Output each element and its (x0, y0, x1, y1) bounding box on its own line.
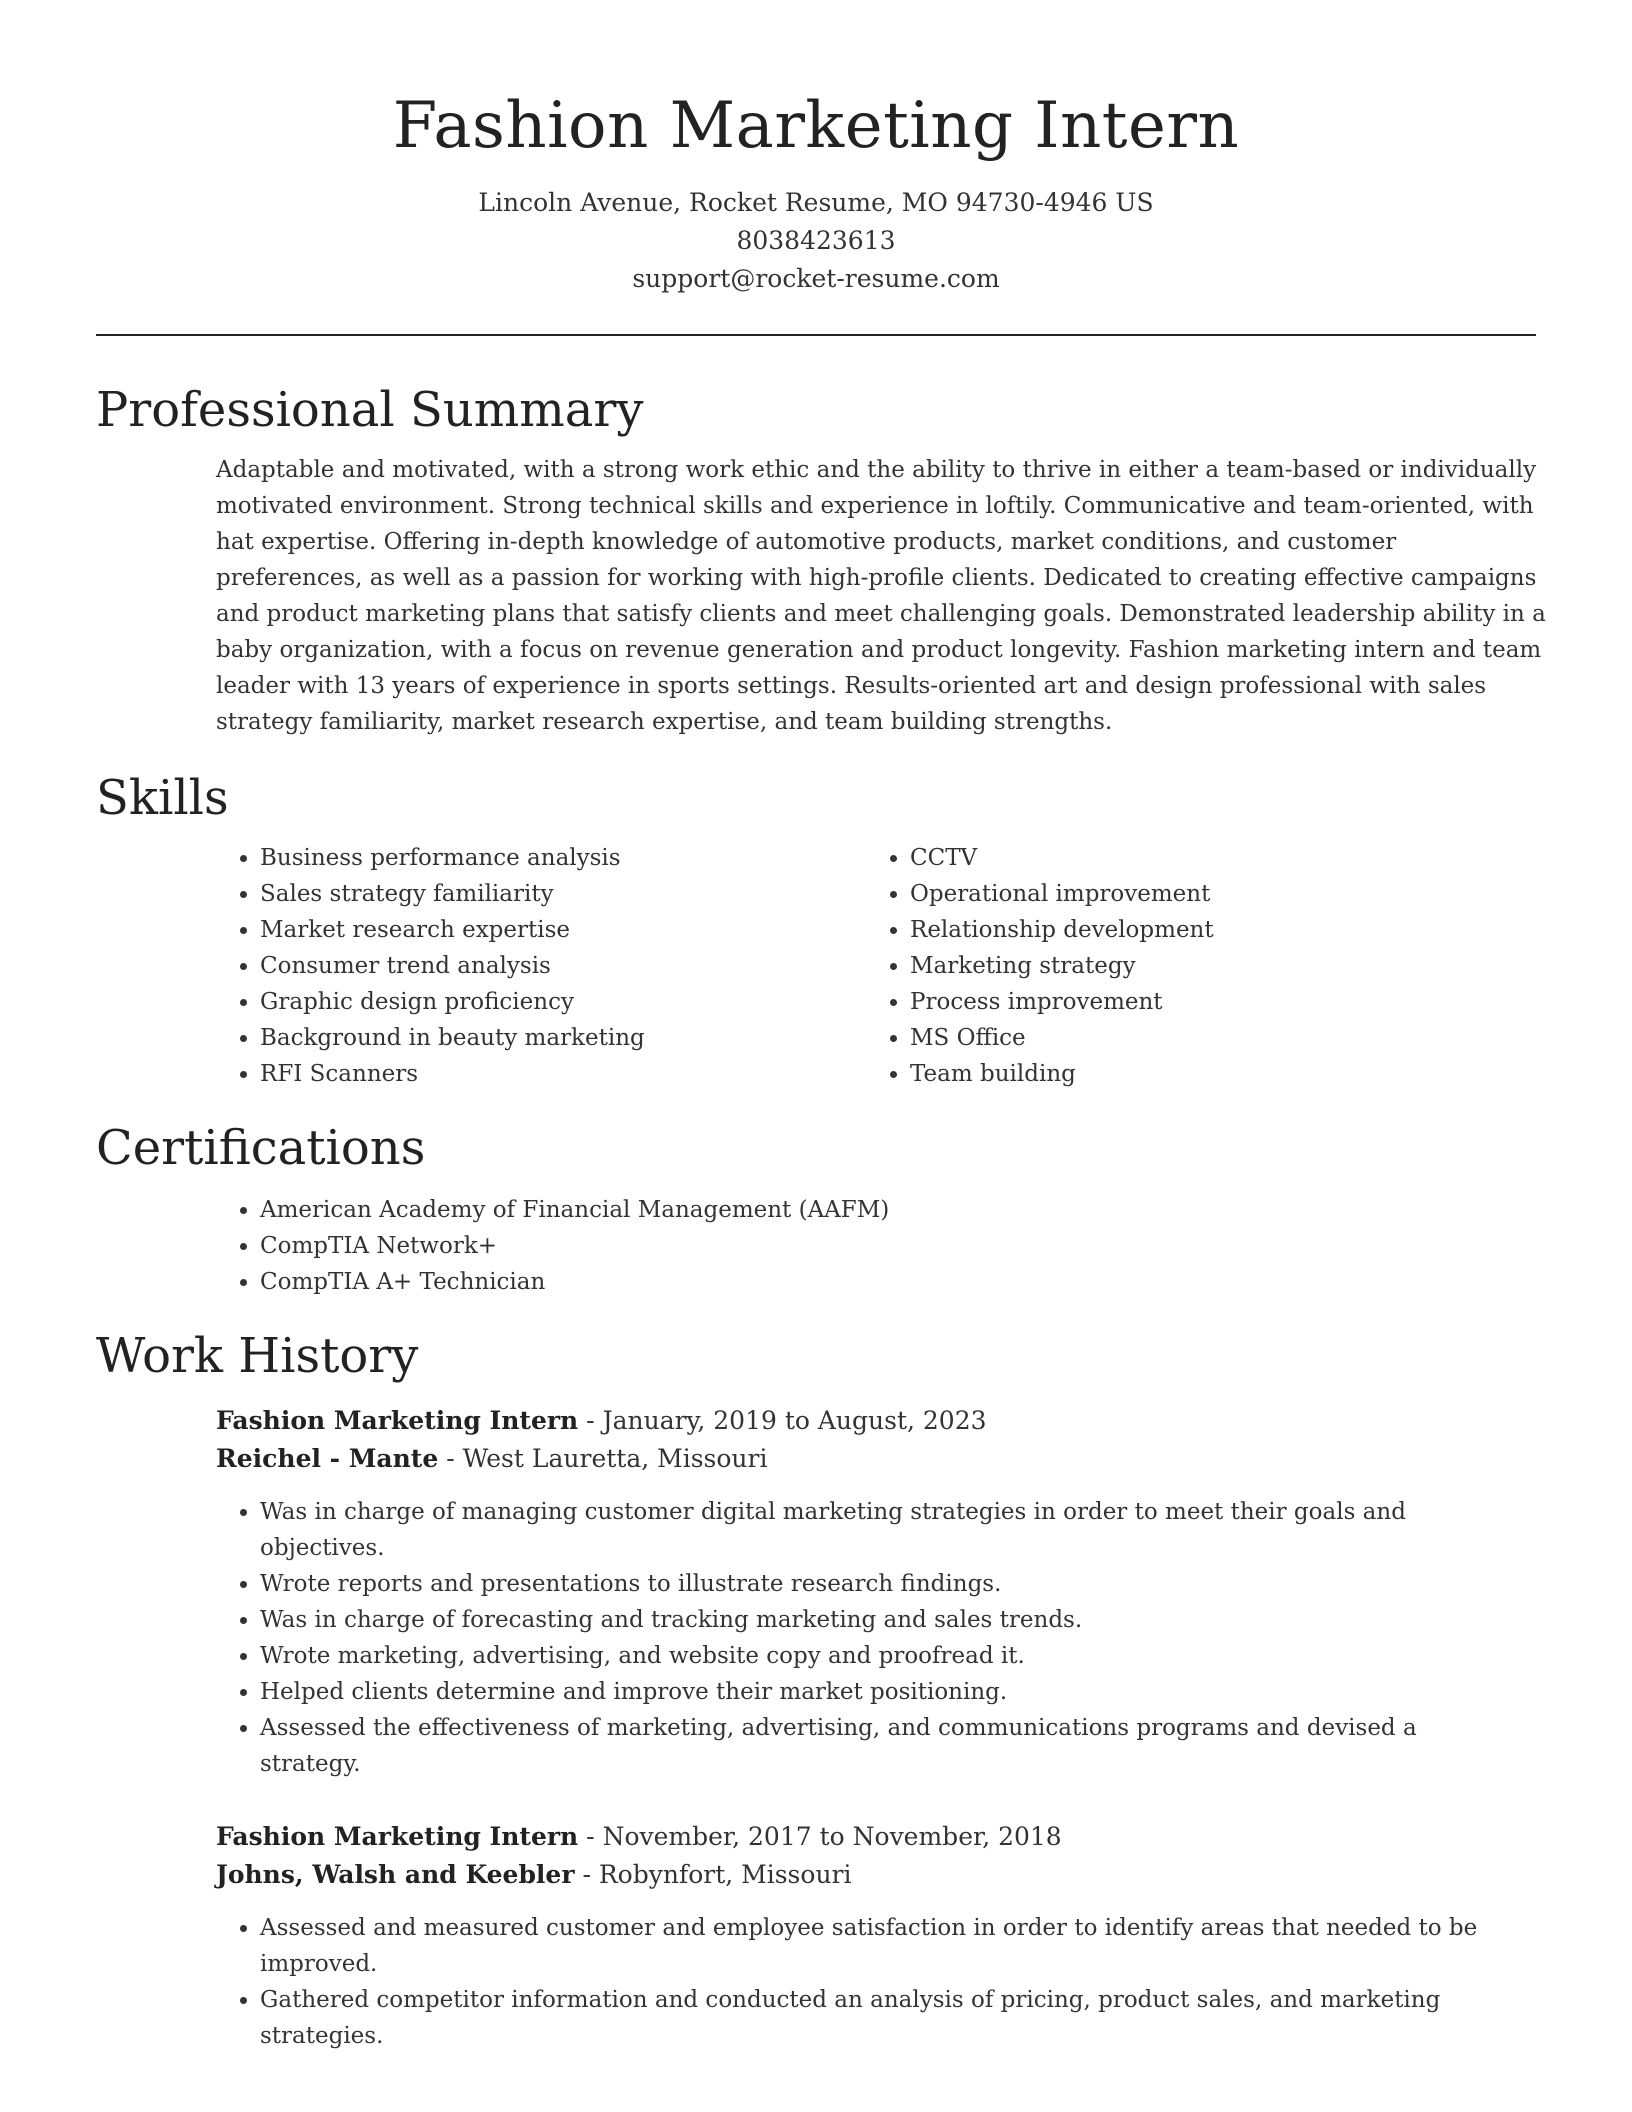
job-title-line (216, 1402, 1536, 1440)
job-company-line (216, 1856, 1536, 1894)
job-duty: • Wrote marketing, advertising, and website copy and proofread it. (260, 1638, 1490, 1674)
job-duty: • Was in charge of managing customer digital marketing strategies in order to meet their goals and objectives. (260, 1494, 1490, 1566)
job-dates: - January, 2019 to August, 2023 (578, 1406, 987, 1435)
resume-header (96, 0, 1536, 298)
skill-item: • Market research expertise (260, 912, 866, 948)
skill-item: • Background in beauty marketing (260, 1020, 866, 1056)
job-company-line (216, 1440, 1536, 1478)
job-title-line (216, 1818, 1536, 1856)
certification-item: • American Academy of Financial Management (AAFM) (260, 1192, 1536, 1228)
skill-item: • Operational improvement (910, 876, 1510, 912)
job-location: - West Lauretta, Missouri (438, 1444, 768, 1473)
job-duty: • Gathered competitor information and conducted an analysis of pricing, product sales, and marketing strategies. (260, 1982, 1490, 2054)
skill-item: • Relationship development (910, 912, 1510, 948)
certification-item: • CompTIA Network+ (260, 1228, 1536, 1264)
skill-item: • MS Office (910, 1020, 1510, 1056)
skill-item: • Process improvement (910, 984, 1510, 1020)
skills-column-left (216, 840, 866, 1092)
address: Lincoln Avenue, Rocket Resume, MO 94730-4946 US (478, 188, 1154, 217)
job-dates: - November, 2017 to November, 2018 (578, 1822, 1062, 1851)
company-name: Johns, Walsh and Keebler (216, 1860, 575, 1889)
candidate-name: Fashion Marketing Intern (392, 89, 1240, 163)
certifications-list (216, 1192, 1536, 1300)
job-duties-list (216, 1494, 1490, 1782)
work-history-heading: Work History (96, 1328, 419, 1384)
job-title: Fashion Marketing Intern (216, 1406, 579, 1435)
job-duty: • Wrote reports and presentations to illustrate research findings. (260, 1566, 1490, 1602)
skills-list (216, 840, 1536, 1092)
skill-item: • RFI Scanners (260, 1056, 866, 1092)
header-divider (96, 334, 1536, 336)
summary-heading: Professional Summary (96, 382, 644, 438)
certifications-heading: Certifications (96, 1120, 426, 1176)
job-entry (216, 1402, 1536, 1782)
job-duty: • Helped clients determine and improve their market positioning. (260, 1674, 1490, 1710)
skill-item: • Graphic design proficiency (260, 984, 866, 1020)
job-duty: • Assessed and measured customer and employee satisfaction in order to identify areas that needed to be improved. (260, 1910, 1490, 1982)
job-duty: • Assessed the effectiveness of marketing, advertising, and communications programs and devised a strategy. (260, 1710, 1490, 1782)
summary-text: Adaptable and motivated, with a strong work ethic and the ability to thrive in either a team-based or individually motivated environment. Strong technical skills and experience in loftily. Communicative and team-oriented, with hat expertise. Offering in-depth knowledge of automotive products, market conditions, and customer preferences, as well as a passion for working with high-profile clients. Dedicated to creating effective campaigns and product marketing plans that satisfy clients and meet challenging goals. Demonstrated leadership ability in a baby organization, with a focus on revenue generation and product longevity. Fashion marketing intern and team leader with 13 years of experience in sports settings. Results-oriented art and design professional with sales strategy familiarity, market research expertise, and team building strengths. (216, 457, 1546, 735)
skill-item: • Business performance analysis (260, 840, 866, 876)
job-entry (216, 1818, 1536, 2054)
company-name: Reichel - Mante (216, 1444, 439, 1473)
skill-item: • CCTV (910, 840, 1510, 876)
resume-page (96, 0, 1546, 2054)
job-duty: • Was in charge of forecasting and tracking marketing and sales trends. (260, 1602, 1490, 1638)
contact-block (96, 184, 1536, 298)
certification-item: • CompTIA A+ Technician (260, 1264, 1536, 1300)
job-title: Fashion Marketing Intern (216, 1822, 579, 1851)
skills-column-right (866, 840, 1510, 1092)
phone-number: 8038423613 (736, 226, 896, 255)
job-duties-list (216, 1910, 1490, 2054)
skills-heading: Skills (96, 770, 229, 826)
skill-item: • Team building (910, 1056, 1510, 1092)
skill-item: • Marketing strategy (910, 948, 1510, 984)
email-address: support@rocket-resume.com (632, 264, 1000, 293)
job-location: - Robynfort, Missouri (574, 1860, 852, 1889)
skill-item: • Sales strategy familiarity (260, 876, 866, 912)
skill-item: • Consumer trend analysis (260, 948, 866, 984)
